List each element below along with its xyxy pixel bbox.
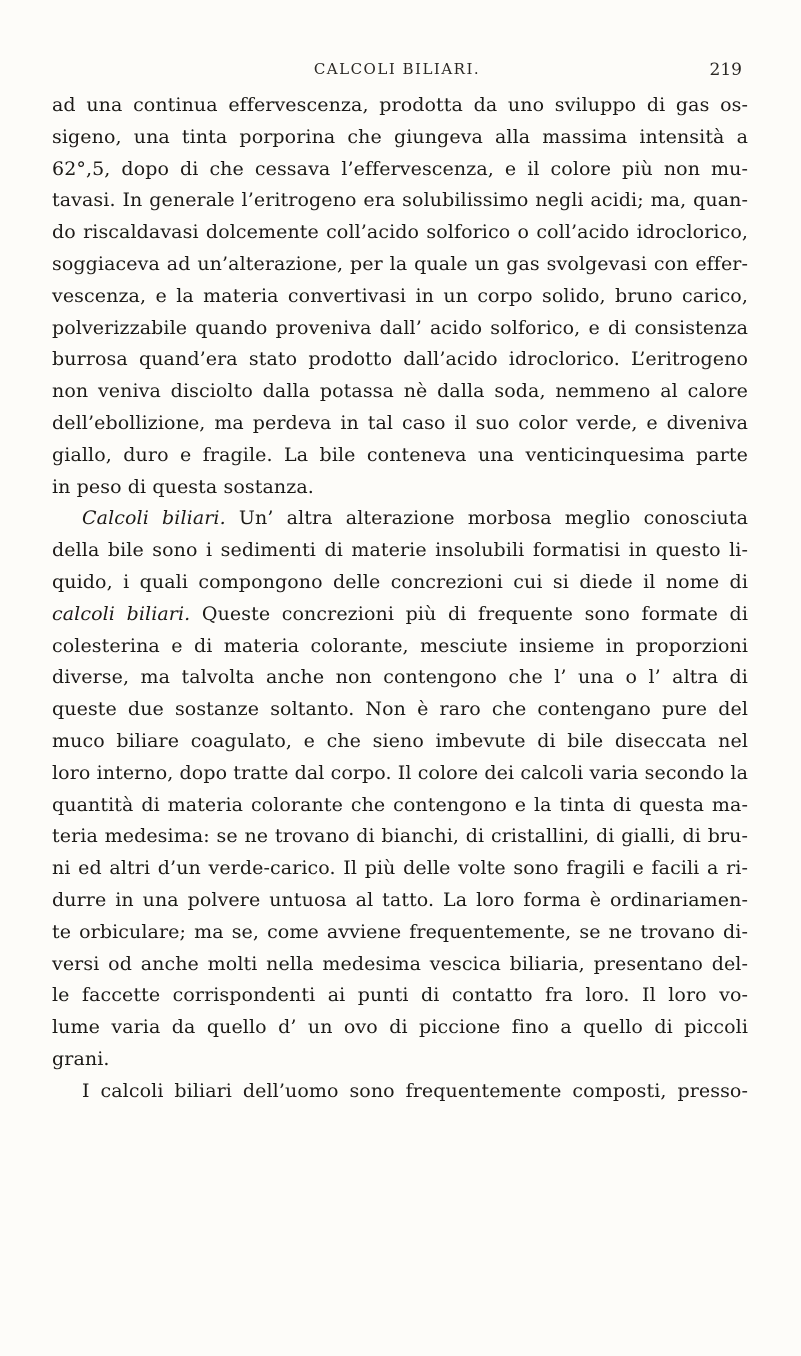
text-line: quantità di materia colorante che contengono e la tinta di questa ma- [52, 793, 748, 816]
text-line: in peso di questa sostanza. [52, 475, 314, 498]
text-line: giallo, duro e fragile. La bile conteneva una venticinquesima parte [52, 443, 748, 466]
text-line: queste due sostanze soltanto. Non è raro che contengano pure del [52, 698, 748, 721]
text-line: soggiaceva ad un’alterazione, per la quale un gas svolgevasi con effer- [52, 252, 748, 275]
text-line: muco biliare coagulato, e che sieno imbevute di bile diseccata nel [52, 729, 748, 752]
text-line: colesterina e di materia colorante, mesciute insieme in proporzioni [52, 634, 748, 657]
text-line: grani. [52, 1047, 110, 1070]
text-line: lume varia da quello d’ un ovo di piccione fino a quello di piccoli [52, 1016, 748, 1039]
text-line: vescenza, e la materia convertivasi in un corpo solido, bruno carico, [52, 284, 748, 307]
text-line: 62°,5, dopo di che cessava l’effervescenza, e il colore più non mu- [52, 157, 748, 180]
body-text [52, 90, 748, 1108]
text-line: della bile sono i sedimenti di materie insolubili formatisi in questo li- [52, 539, 748, 562]
term-calcoli-biliari: calcoli biliari. [52, 602, 191, 625]
text-run: Queste concrezioni più di frequente sono formate di [190, 602, 748, 625]
text-line: te orbiculare; ma se, come avviene frequentemente, se ne trovano di- [52, 920, 748, 943]
running-title: CALCOLI BILIARI. [313, 60, 481, 78]
text-line: tavasi. In generale l’eritrogeno era solubilissimo negli acidi; ma, quan- [52, 189, 748, 212]
text-line: le faccette corrispondenti ai punti di contatto fra loro. Il loro vo- [52, 984, 748, 1007]
text-line: versi od anche molti nella medesima vescica biliaria, presentano del- [52, 952, 748, 975]
text-line: durre in una polvere untuosa al tatto. La loro forma è ordinariamen- [52, 888, 748, 911]
text-line: burrosa quand’era stato prodotto dall’acido idroclorico. L’eritrogeno [52, 348, 748, 371]
text-run: Un’ altra alterazione morbosa meglio conosciuta [225, 507, 749, 530]
paragraph-start: I calcoli biliari dell’uomo sono frequentemente composti, presso- [82, 1079, 748, 1102]
paragraph-start [52, 503, 748, 535]
text-line: ni ed altri d’un verde-carico. Il più delle volte sono fragili e facili a ri- [52, 857, 748, 880]
text-line: dell’ebollizione, ma perdeva in tal caso il suo color verde, e diveniva [52, 411, 748, 434]
text-line: teria medesima: se ne trovano di bianchi, di cristallini, di gialli, di bru- [52, 825, 748, 848]
text-line: non veniva disciolto dalla potassa nè dalla soda, nemmeno al calore [52, 380, 748, 403]
section-heading-calcoli-biliari: Calcoli biliari. [82, 507, 226, 530]
running-head [52, 60, 742, 84]
text-line: loro interno, dopo tratte dal corpo. Il colore dei calcoli varia secondo la [52, 761, 748, 784]
text-line [52, 599, 748, 631]
text-line: ad una continua effervescenza, prodotta da uno sviluppo di gas os- [52, 94, 748, 116]
text-line: do riscaldavasi dolcemente coll’acido solforico o coll’acido idroclorico, [52, 221, 748, 244]
text-line: sigeno, una tinta porporina che giungeva alla massima intensità a [52, 125, 748, 148]
text-line: diverse, ma talvolta anche non contengono che l’ una o l’ altra di [52, 666, 748, 689]
text-line: quido, i quali compongono delle concrezioni cui si diede il nome di [52, 570, 748, 593]
text-line: polverizzabile quando proveniva dall’ acido solforico, e di consistenza [52, 316, 748, 339]
page-number: 219 [709, 60, 742, 80]
